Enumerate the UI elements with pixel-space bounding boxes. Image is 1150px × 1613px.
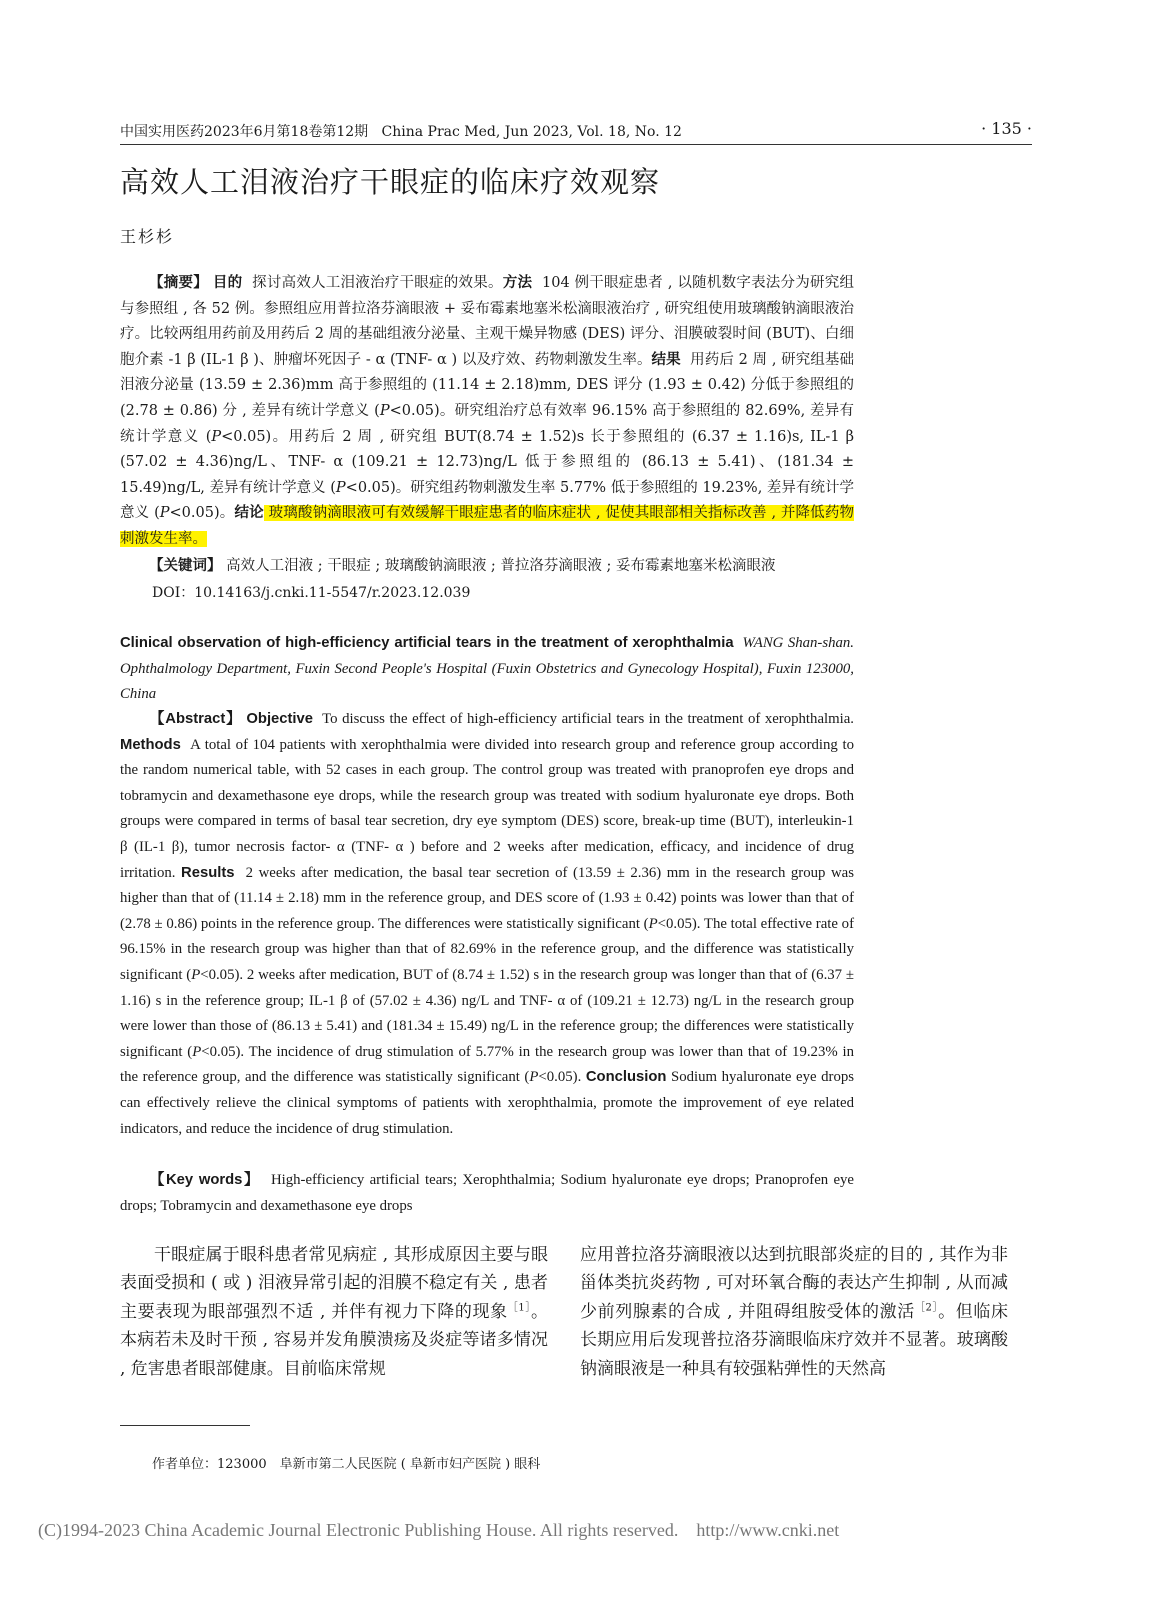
p-symbol: P — [191, 966, 201, 983]
body-text: 。本病若未及时干预 , 容易并发角膜溃疡及炎症等诸多情况 , 危害患者眼部健康。目前临床常规 — [120, 1301, 548, 1379]
en-byline: WANG Shan-shan. Ophthalmology Department, Fuxin Second People's Hospital (Fuxin Obstetrics and Gynecology Hospital), Fuxin 123000, China — [120, 635, 855, 703]
cn-results-text: 用药后 2 周 , 研究组基础泪液分泌量 (13.59 ± 2.36)mm 高于参照组的 (11.14 ± 2.18)mm, DES 评分 (1.93 ± 0.42) 分低于参照组的 (2.78 ± 0.86) 分 , 差异有统计学意义 ( — [120, 351, 855, 419]
en-objective-label: Objective — [246, 711, 314, 727]
en-conclusion-label: Conclusion — [585, 1069, 667, 1086]
cn-results-label: 结果 — [651, 351, 681, 368]
author-affiliation: 作者单位：123000 阜新市第二人民医院 ( 阜新市妇产医院 ) 眼科 — [152, 1457, 541, 1472]
body-text: 干眼症属于眼科患者常见病症 , 其形成原因主要与眼表面受损和 ( 或 ) 泪液异常引起的泪膜不稳定有关 , 患者主要表现为眼部强烈不适 , 并伴有视力下降的现象 — [120, 1245, 548, 1322]
en-title-block — [120, 631, 854, 708]
body-text: 。但临床长期应用后发现普拉洛芬滴眼临床疗效并不显著。玻璃酸钠滴眼液是一种具有较强粘弹性的天然高 — [580, 1301, 1009, 1379]
cn-results-text: <0.05)。研究组治疗总有效率 96.15% 高于参照组的 82.69%, 差异有统计学意义 ( — [120, 402, 854, 445]
en-conclusion-text: Sodium hyaluronate eye drops can effectively relieve the clinical symptoms of patients with xerophthalmia, promote the improvement of eye related indicators, and reduce the incidence of drug stimulation. — [120, 1069, 855, 1137]
author-name: 王杉杉 — [120, 227, 175, 246]
cn-results-text: <0.05)。用药后 2 周 , 研究组 BUT(8.74 ± 1.52)s 长于参照组的 (6.37 ± 1.16)s, IL-1 β (57.02 ± 4.36)ng/L、TNF- α (109.21 ± 12.73)ng/L 低于参照组的 (86.13 ± 5.41)、(181.34 ± 15.49)ng/L, 差异有统计学意义 ( — [120, 428, 854, 496]
cn-results-text: <0.05)。 — [169, 505, 235, 522]
body-column-right — [580, 1241, 1008, 1383]
en-results-label: Results — [181, 864, 235, 881]
p-symbol: P — [379, 402, 390, 419]
journal-citation — [120, 121, 682, 141]
article-title: 高效人工泪液治疗干眼症的临床疗效观察 — [120, 165, 661, 199]
en-methods-text: A total of 104 patients with xerophthalmia were divided into research group and reference group according to the random numerical table, with 52 cases in each group. The control group was treated with pranoprofen eye drops and tobramycin and dexamethasone eye drops, while the research group was treated with sodium hyaluronate eye drops. Both groups were compared in terms of basal tear secretion, dry eye symptom (DES) score, break-up time (BUT), interleukin-1 β (IL-1 β), tumor necrosis factor- α (TNF- α ) before and 2 weeks after medication, efficacy, and incidence of drug irritation. — [120, 736, 855, 881]
cn-keywords-text: 高效人工泪液 ; 干眼症 ; 玻璃酸钠滴眼液 ; 普拉洛芬滴眼液 ; 妥布霉素地塞米松滴眼液 — [226, 558, 776, 574]
page-number: · 135 · — [981, 119, 1032, 138]
en-abstract-label: 【Abstract】 — [149, 711, 242, 727]
header-rule — [120, 144, 1032, 145]
en-results-text: <0.05). 2 weeks after medication, BUT of (8.74 ± 1.52) s in the research group was longer than that of (6.37 ± 1.16) s in the reference group; IL-1 β of (57.02 ± 4.36) ng/L and TNF- α of (109.21 ± 12.73) ng/L in the research group were lower than those of (86.13 ± 5.41) and (181.34 ± 15.49) ng/L in the reference group; the differences were statistically significant ( — [120, 966, 854, 1060]
en-methods-label: Methods — [120, 736, 181, 753]
cn-abstract — [120, 271, 854, 553]
journal-en: China Prac Med, Jun 2023, Vol. 18, No. 12 — [381, 124, 682, 140]
p-symbol: P — [335, 479, 346, 496]
cn-keywords — [120, 554, 854, 580]
cn-results-text: <0.05)。研究组药物刺激发生率 5.77% 低于参照组的 19.23%, 差异有统计学意义 ( — [120, 479, 854, 522]
en-keywords-label: 【Key words】 — [149, 1172, 261, 1188]
en-results-text: <0.05). The total effective rate of 96.15% in the research group was higher than that of 82.69% in the reference group, and the difference was statistically significant ( — [120, 915, 855, 983]
cn-methods-label: 方法 — [502, 275, 533, 291]
cn-objective-label: 目的 — [212, 275, 243, 291]
cn-conclusion-label: 结论 — [234, 505, 264, 522]
p-symbol: P — [648, 915, 658, 932]
en-keywords — [120, 1168, 854, 1219]
cn-conclusion-highlight: 玻璃酸钠滴眼液可有效缓解干眼症患者的临床症状 , 促使其眼部相关指标改善 , 并降低药物刺激发生率。 — [120, 505, 854, 547]
footnote-rule — [120, 1425, 250, 1426]
journal-cn: 中国实用医药2023年6月第18卷第12期 — [120, 124, 369, 140]
cn-keywords-label: 【关键词】 — [149, 558, 222, 574]
cn-objective-text: 探讨高效人工泪液治疗干眼症的效果。 — [252, 275, 503, 291]
en-results-text: <0.05). The incidence of drug stimulation of 5.77% in the research group was lower than that of 19.23% in the reference group, and the difference was statistically significant ( — [120, 1043, 854, 1086]
reference-link-2[interactable]: ［2］ — [914, 1302, 939, 1314]
body-text: 应用普拉洛芬滴眼液以达到抗眼部炎症的目的 , 其作为非甾体类抗炎药物 , 可对环氧合酶的表达产生抑制 , 从而减少前列腺素的合成 , 并阻碍组胺受体的激活 — [580, 1245, 1008, 1322]
p-symbol: P — [211, 428, 222, 445]
p-symbol: P — [529, 1069, 539, 1086]
en-title: Clinical observation of high-efficiency artificial tears in the treatment of xerophthalmia — [120, 635, 734, 651]
p-symbol: P — [192, 1043, 202, 1060]
p-symbol: P — [159, 505, 170, 522]
doi[interactable]: DOI：10.14163/j.cnki.11-5547/r.2023.12.039 — [152, 585, 471, 601]
cn-abstract-label: 【摘要】 — [149, 275, 208, 291]
en-abstract — [120, 707, 854, 1142]
en-keywords-text: High-efficiency artificial tears; Xerophthalmia; Sodium hyaluronate eye drops; Pranoprofen eye drops; Tobramycin and dexamethasone eye drops — [120, 1172, 854, 1214]
en-results-text: <0.05). — [538, 1069, 582, 1086]
copyright-watermark: (C)1994-2023 China Academic Journal Electronic Publishing House. All rights reserved. http://www.cnki.net — [38, 1520, 840, 1540]
en-objective-text: To discuss the effect of high-efficiency artificial tears in the treatment of xerophthalmia. — [322, 711, 855, 727]
en-results-text: 2 weeks after medication, the basal tear secretion of (13.59 ± 2.36) mm in the research group was higher than that of (11.14 ± 2.18) mm in the reference group, and DES score of (1.93 ± 0.42) points was lower than that of (2.78 ± 0.86) points in the reference group. The differences were statistically significant ( — [120, 864, 854, 932]
body-column-left — [120, 1241, 548, 1383]
reference-link-1[interactable]: ［1］ — [507, 1302, 531, 1314]
running-header — [120, 121, 1032, 139]
cn-methods-text: 104 例干眼症患者 , 以随机数字表法分为研究组与参照组 , 各 52 例。参照组应用普拉洛芬滴眼液 + 妥布霉素地塞米松滴眼液治疗 , 研究组使用玻璃酸钠滴眼液治疗。比较两组用药前及用药后 2 周的基础组液分泌量、主观干燥异物感 (DES) 评分、泪膜破裂时间 (BUT)、白细胞介素 -1 β (IL-1 β )、肿瘤坏死因子 - α (TNF- α ) 以及疗效、药物刺激发生率。 — [120, 275, 855, 368]
